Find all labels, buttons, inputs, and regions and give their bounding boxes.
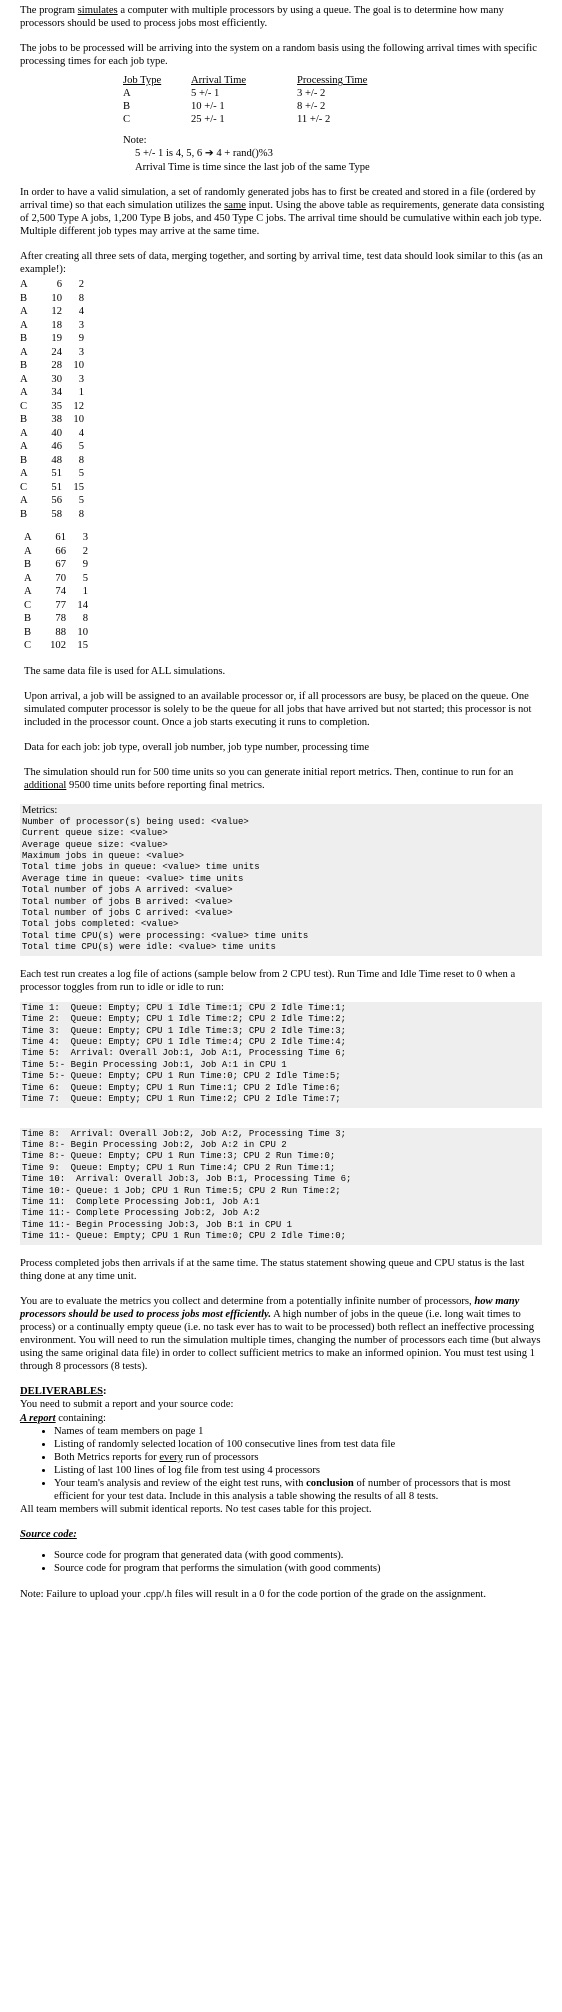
job-type-cell: A xyxy=(24,586,32,598)
job-type-cell: C xyxy=(20,481,28,493)
processing-time-cell: 5 xyxy=(78,495,84,507)
processing-time-cell: 10 xyxy=(73,414,84,426)
job-type-cell: B xyxy=(24,626,32,638)
job-type-cell: B xyxy=(24,613,32,625)
report-label: A report xyxy=(20,1412,56,1424)
log-line: Time 5:- Queue: Empty; CPU 1 Run Time:0; CPU 2 Idle Time:5; xyxy=(22,1071,341,1082)
job-type-cell: A xyxy=(24,572,32,584)
processing-time-cell: 10 xyxy=(77,626,88,638)
header-arrival-time: Arrival Time xyxy=(191,75,247,87)
log-intro-paragraph: Each test run creates a log file of actions (sample below from 2 CPU test). Run Time and Idle Time reset to 0 when a processor toggles from run to idle or idle to run: xyxy=(20,968,516,993)
processing-time-cell: 3 xyxy=(78,319,84,331)
job-type-cell: A xyxy=(20,279,28,291)
processing-time-cell: 8 xyxy=(78,292,84,304)
log-line: Time 11:- Complete Processing Job:2, Job A:2 xyxy=(22,1208,260,1219)
processing-time-cell: 15 xyxy=(77,640,88,652)
paragraph-text: A high number of jobs in the queue (i.e. long wait times to process) or a continually empty queue (i.e. no task ever has to wait to be processed) both reflect an ineffective processing environment. You will need to run the simulation multiple times, changing the number of processors each time (but always using the same original data file) in order to collect sufficient metrics to make an informed opinion. You must test using 1 through 8 processors (8 tests). xyxy=(20,1308,541,1373)
job-type-cell: A xyxy=(20,468,28,480)
processing-time-cell: 3 xyxy=(82,532,88,544)
arrival-time-cell: 56 xyxy=(51,495,62,507)
report-items-list xyxy=(20,1425,545,1504)
sample-data-list xyxy=(20,278,545,521)
job-type-cell: C xyxy=(20,400,28,412)
sample-data-row xyxy=(20,494,545,508)
sample-data-row xyxy=(20,440,545,454)
job-type-cell: A xyxy=(20,319,28,331)
log-line: Time 6: Queue: Empty; CPU 1 Run Time:1; CPU 2 Idle Time:6; xyxy=(22,1082,341,1093)
deliverables-colon: : xyxy=(103,1386,107,1398)
log-line: Time 8:- Begin Processing Job:2, Job A:2 in CPU 2 xyxy=(22,1139,287,1150)
sample-data-row xyxy=(24,545,545,559)
list-item: • Source code for program that generated data (with good comments). xyxy=(54,1549,545,1562)
arrival-time-cell: 88 xyxy=(55,626,66,638)
arrival-time-cell: 38 xyxy=(51,414,62,426)
sample-data-row xyxy=(20,373,545,387)
metrics-line: Number of processor(s) being used: <value> xyxy=(22,816,249,827)
arrival-time-cell: 18 xyxy=(51,319,62,331)
metrics-line: Average time in queue: <value> time units xyxy=(22,873,244,884)
sample-data-row xyxy=(24,572,545,586)
source-code-label: Source code: xyxy=(20,1529,77,1541)
sample-data-row xyxy=(20,481,545,495)
processing-time-cell: 4 xyxy=(78,306,84,318)
job-type-cell: A xyxy=(24,532,32,544)
intro-paragraph xyxy=(20,4,545,30)
log-line: Time 4: Queue: Empty; CPU 1 Idle Time:4; CPU 2 Idle Time:4; xyxy=(22,1037,347,1048)
job-type-cell: A xyxy=(24,545,32,557)
log-line: Time 11: Complete Processing Job:1, Job A:1 xyxy=(22,1196,260,1207)
note-label: Note: xyxy=(123,135,147,147)
table-cell: 10 +/- 1 xyxy=(191,101,225,113)
same-file-paragraph: The same data file is used for ALL simulations. xyxy=(24,665,226,677)
log-line: Time 11:- Begin Processing Job:3, Job B:1 in CPU 1 xyxy=(22,1219,293,1230)
table-cell: 11 +/- 2 xyxy=(297,114,331,126)
paragraph-text: 9500 time units before reporting final metrics. xyxy=(66,780,265,792)
sample-data-list-continued xyxy=(24,531,545,653)
list-item xyxy=(54,1451,545,1464)
job-type-cell: B xyxy=(20,454,28,466)
processing-time-cell: 14 xyxy=(77,599,88,611)
processing-time-cell: 8 xyxy=(82,613,88,625)
job-type-cell: B xyxy=(20,508,28,520)
processing-time-cell: 1 xyxy=(78,387,84,399)
note-block xyxy=(123,134,545,173)
processing-time-cell: 5 xyxy=(82,572,88,584)
processing-time-cell: 8 xyxy=(78,454,84,466)
table-row xyxy=(123,113,407,126)
data-each-job-paragraph: Data for each job: job type, overall job number, job type number, processing time xyxy=(24,742,370,754)
paragraph-text: The simulation should run for 500 time units so you can generate initial report metrics. Then, continue to run for an xyxy=(24,767,514,779)
job-type-table xyxy=(123,74,407,126)
arrival-time-cell: 40 xyxy=(51,427,62,439)
metrics-line: Total time CPU(s) were processing: <value> time units xyxy=(22,930,309,941)
sample-data-row xyxy=(20,467,545,481)
processing-time-cell: 9 xyxy=(78,333,84,345)
job-type-cell: A xyxy=(20,346,28,358)
log-line: Time 8: Arrival: Overall Job:2, Job A:2, Processing Time 3; xyxy=(22,1128,347,1139)
sample-data-row xyxy=(24,599,545,613)
deliverables-heading xyxy=(20,1385,545,1398)
submit-line: You need to submit a report and your source code: xyxy=(20,1399,234,1411)
arrival-time-cell: 10 xyxy=(51,292,62,304)
metrics-lines xyxy=(22,817,538,954)
arrival-time-cell: 30 xyxy=(51,373,62,385)
intro-text-rest: a computer with multiple processors by using a queue. The goal is to determine how many processors should be used to process jobs most efficiently. xyxy=(20,5,504,30)
job-type-cell: B xyxy=(20,414,28,426)
log-line: Time 8:- Queue: Empty; CPU 1 Run Time:3; CPU 2 Run Time:0; xyxy=(22,1151,336,1162)
metrics-line: Total jobs completed: <value> xyxy=(22,919,179,930)
item-text: of number of processors that is most efficient for your test data. Include in this analysis a table showing the results of all 8 tests. xyxy=(54,1477,511,1503)
processing-time-cell: 8 xyxy=(78,508,84,520)
log-line: Time 1: Queue: Empty; CPU 1 Idle Time:1; CPU 2 Idle Time:1; xyxy=(22,1002,347,1013)
after-creating-paragraph: After creating all three sets of data, merging together, and sorting by arrival time, test data should look similar to this (as an example!): xyxy=(20,251,543,276)
log-line: Time 5:- Begin Processing Job:1, Job A:1 in CPU 1 xyxy=(22,1059,287,1070)
job-type-cell: A xyxy=(20,427,28,439)
table-cell: C xyxy=(123,114,131,126)
report-line xyxy=(20,1412,545,1425)
metrics-label: Metrics: xyxy=(22,805,58,817)
paragraph-text: You are to evaluate the metrics you collect and determine from a potentially infinite number of processors, xyxy=(20,1295,475,1307)
arrival-time-cell: 67 xyxy=(55,559,66,571)
arrival-time-cell: 51 xyxy=(51,481,62,493)
job-type-cell: B xyxy=(20,360,28,372)
table-row xyxy=(123,100,407,113)
sample-data-row xyxy=(20,454,545,468)
sample-data-row xyxy=(20,292,545,306)
sample-data-row xyxy=(24,639,545,653)
metrics-line: Total time CPU(s) were idle: <value> time units xyxy=(22,942,276,953)
sample-data-row xyxy=(20,400,545,414)
note-line: Arrival Time is time since the last job of the same Type xyxy=(135,161,370,173)
metrics-line: Total number of jobs B arrived: <value> xyxy=(22,896,233,907)
arrival-time-cell: 12 xyxy=(51,306,62,318)
arrival-time-cell: 46 xyxy=(51,441,62,453)
table-cell: 8 +/- 2 xyxy=(297,101,326,113)
log-block-1 xyxy=(20,1002,542,1108)
note-line: 5 +/- 1 is 4, 5, 6 ➔ 4 + rand()%3 xyxy=(135,148,273,160)
final-note: Note: Failure to upload your .cpp/.h files will result in a 0 for the code portion of the grade on the assignment. xyxy=(20,1588,487,1600)
metrics-line: Total number of jobs A arrived: <value> xyxy=(22,885,233,896)
processing-time-cell: 3 xyxy=(78,346,84,358)
efficiency-emphasis: how many processors should be used to process jobs most efficiently. xyxy=(20,1295,520,1320)
arrival-time-cell: 58 xyxy=(51,508,62,520)
sample-data-row xyxy=(24,612,545,626)
job-type-cell: B xyxy=(20,292,28,304)
source-items-list xyxy=(20,1549,545,1575)
job-type-cell: B xyxy=(24,559,32,571)
arrival-time-cell: 78 xyxy=(55,613,66,625)
evaluate-paragraph xyxy=(20,1295,545,1374)
table-cell: 3 +/- 2 xyxy=(297,88,326,100)
job-type-cell: A xyxy=(20,306,28,318)
log-line: Time 9: Queue: Empty; CPU 1 Run Time:4; CPU 2 Run Time:1; xyxy=(22,1162,336,1173)
metrics-line: Current queue size: <value> xyxy=(22,828,168,839)
log-line: Time 5: Arrival: Overall Job:1, Job A:1, Processing Time 6; xyxy=(22,1048,347,1059)
metrics-line: Maximum jobs in queue: <value> xyxy=(22,851,185,861)
list-item: • Source code for program that performs the simulation (with good comments) xyxy=(54,1562,545,1575)
sample-data-row xyxy=(24,626,545,640)
conclusion-word: conclusion xyxy=(306,1477,354,1489)
metrics-block xyxy=(20,804,542,955)
log-line: Time 10:- Queue: 1 Job; CPU 1 Run Time:5; CPU 2 Run Time:2; xyxy=(22,1185,341,1196)
list-item: • Listing of randomly selected location of 100 consecutive lines from test data file xyxy=(54,1438,545,1451)
table-cell: A xyxy=(123,88,131,100)
processing-time-cell: 4 xyxy=(78,427,84,439)
source-code-heading xyxy=(20,1528,545,1541)
same-word: same xyxy=(224,199,246,211)
arrival-time-cell: 35 xyxy=(51,400,62,412)
list-item xyxy=(54,1477,545,1503)
sample-data-row xyxy=(20,346,545,360)
arrival-time-cell: 28 xyxy=(51,360,62,372)
processing-time-cell: 2 xyxy=(82,545,88,557)
table-row xyxy=(123,87,407,100)
processing-time-cell: 1 xyxy=(82,586,88,598)
intro-text: The program xyxy=(20,5,78,16)
assignment-document xyxy=(20,4,545,1601)
arrival-time-cell: 48 xyxy=(51,454,62,466)
processing-time-cell: 12 xyxy=(73,400,84,412)
sample-data-row xyxy=(20,508,545,522)
sample-data-row xyxy=(20,305,545,319)
header-processing-time: Processing Time xyxy=(297,75,368,87)
arrival-time-cell: 19 xyxy=(51,333,62,345)
processing-time-cell: 15 xyxy=(73,481,84,493)
paragraph-text: In order to have a valid simulation, a set of randomly generated jobs has to first be created and stored in a file (ordered by arrival time) so that each simulation utilizes the xyxy=(20,186,536,211)
sample-data-row xyxy=(20,427,545,441)
log-line: Time 10: Arrival: Overall Job:3, Job B:1, Processing Time 6; xyxy=(22,1174,352,1185)
job-type-cell: C xyxy=(24,640,32,652)
simulation-runs-paragraph xyxy=(24,766,545,792)
identical-reports-line: All team members will submit identical reports. No test cases table for this project. xyxy=(20,1504,372,1516)
deliverables-title: DELIVERABLES xyxy=(20,1386,104,1398)
arrival-time-cell: 51 xyxy=(51,468,62,480)
valid-simulation-paragraph xyxy=(20,186,545,238)
report-rest: containing: xyxy=(55,1412,106,1424)
log-line: Time 11:- Queue: Empty; CPU 1 Run Time:0; CPU 2 Idle Time:0; xyxy=(22,1231,347,1242)
header-job-type: Job Type xyxy=(123,75,162,87)
metrics-line: Total time jobs in queue: <value> time units xyxy=(22,862,260,873)
sample-data-row xyxy=(20,319,545,333)
job-type-cell: A xyxy=(20,495,28,507)
sample-data-row xyxy=(20,278,545,292)
metrics-line: Total number of jobs C arrived: <value> xyxy=(22,908,233,919)
arrival-time-cell: 77 xyxy=(55,599,66,611)
log-line: Time 7: Queue: Empty; CPU 1 Run Time:2; CPU 2 Idle Time:7; xyxy=(22,1094,341,1105)
table-cell: 25 +/- 1 xyxy=(191,114,225,126)
job-type-cell: B xyxy=(20,333,28,345)
list-item: • Names of team members on page 1 xyxy=(54,1425,545,1438)
item-text: Both Metrics reports for xyxy=(54,1451,160,1463)
every-word: every xyxy=(159,1451,183,1463)
upon-arrival-paragraph: Upon arrival, a job will be assigned to an available processor or, if all processors are busy, be placed on the queue. One simulated computer processor is solely to be the queue for all jobs that have arrived but not started; this processor is not included in the processor count. Once a job starts executing it runs to completion. xyxy=(24,690,532,728)
sample-data-row xyxy=(20,413,545,427)
sample-data-row xyxy=(20,359,545,373)
arrival-time-cell: 6 xyxy=(56,279,62,291)
arrival-time-cell: 61 xyxy=(55,532,66,544)
job-type-cell: A xyxy=(20,441,28,453)
sample-data-row xyxy=(24,558,545,572)
job-type-cell: A xyxy=(20,387,28,399)
arrival-time-cell: 102 xyxy=(50,640,66,652)
sample-data-row xyxy=(24,585,545,599)
process-completed-paragraph: Process completed jobs then arrivals if at the same time. The status statement showing queue and CPU status is the last thing done at any time unit. xyxy=(20,1257,525,1282)
metrics-line: Average queue size: <value> xyxy=(22,839,168,850)
arrival-time-cell: 34 xyxy=(51,387,62,399)
log-line: Time 2: Queue: Empty; CPU 1 Idle Time:2; CPU 2 Idle Time:2; xyxy=(22,1014,347,1025)
processing-time-cell: 5 xyxy=(78,468,84,480)
processing-time-cell: 3 xyxy=(78,373,84,385)
table-cell: B xyxy=(123,101,131,113)
processing-time-cell: 10 xyxy=(73,360,84,372)
sample-data-row xyxy=(20,332,545,346)
list-item: • Listing of last 100 lines of log file from test using 4 processors xyxy=(54,1464,545,1477)
sample-data-row xyxy=(20,386,545,400)
arrival-paragraph: The jobs to be processed will be arriving into the system on a random basis using the following arrival times with specific processing times for each job type. xyxy=(20,43,537,68)
arrival-time-cell: 24 xyxy=(51,346,62,358)
processing-time-cell: 5 xyxy=(78,441,84,453)
processing-time-cell: 2 xyxy=(78,279,84,291)
paragraph-text: input. Using the above table as requirements, generate data consisting of 2,500 Type A jobs, 1,200 Type B jobs, and 450 Type C jobs. The arrival time should be cumulative within each job type. Multiple different job types may arrive at the same time. xyxy=(20,199,545,237)
table-cell: 5 +/- 1 xyxy=(191,88,220,100)
item-text: run of processors xyxy=(182,1451,259,1463)
simulates-word: simulates xyxy=(77,5,118,16)
item-text: Your team's analysis and review of the eight test runs, with xyxy=(54,1477,307,1489)
processing-time-cell: 9 xyxy=(82,559,88,571)
log-line: Time 3: Queue: Empty; CPU 1 Idle Time:3; CPU 2 Idle Time:3; xyxy=(22,1025,347,1036)
job-type-cell: C xyxy=(24,599,32,611)
log-block-2 xyxy=(20,1128,542,1245)
arrival-time-cell: 74 xyxy=(55,586,66,598)
sample-data-row xyxy=(24,531,545,545)
additional-word: additional xyxy=(24,780,67,792)
job-type-cell: A xyxy=(20,373,28,385)
arrival-time-cell: 66 xyxy=(55,545,66,557)
arrival-time-cell: 70 xyxy=(55,572,66,584)
